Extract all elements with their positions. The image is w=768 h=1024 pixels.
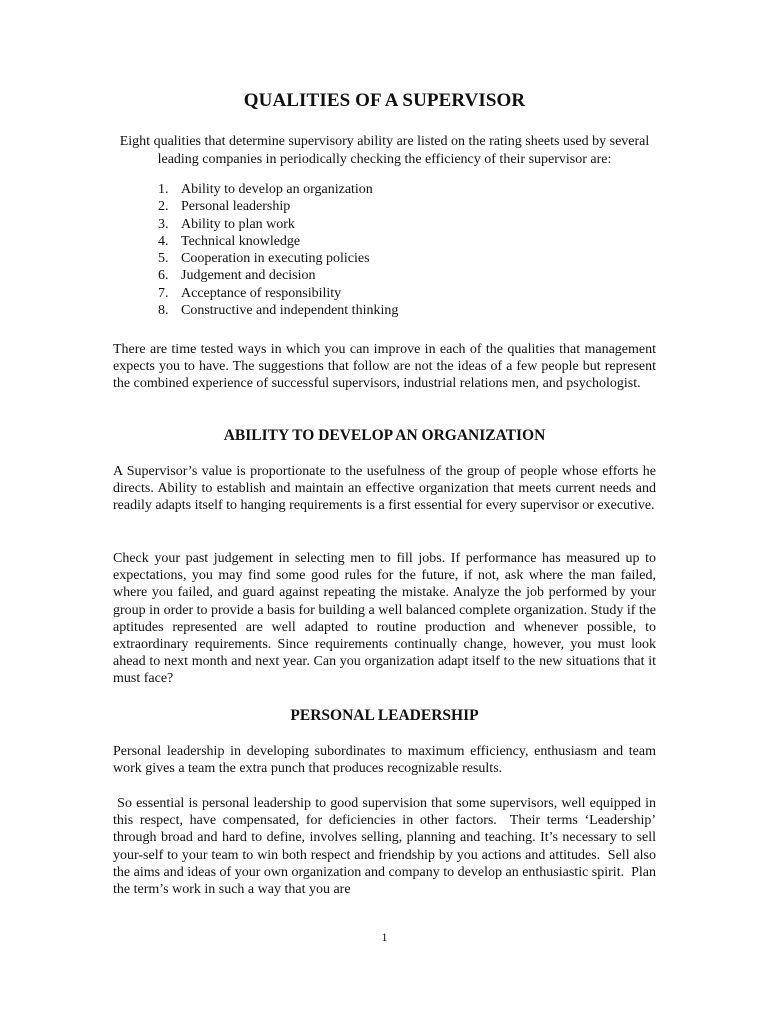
time-tested-paragraph: There are time tested ways in which you can improve in each of the qualities that management expects you to have. The suggestions that follow are not the ideas of a few people but represent the combined experience of successful supervisors, industrial relations men, and psychologist. — [113, 342, 656, 392]
list-item — [158, 181, 398, 198]
list-item-text: Personal leadership — [181, 199, 291, 215]
document-page — [113, 0, 660, 1024]
list-item-number: 2. — [158, 199, 169, 215]
list-item-number: 1. — [158, 182, 169, 197]
list-item-text: Acceptance of responsibility — [181, 285, 342, 301]
list-item-number: 7. — [158, 285, 169, 301]
list-item-text: Judgement and decision — [181, 268, 316, 284]
list-item — [158, 267, 398, 284]
list-item-text: Technical knowledge — [181, 233, 301, 249]
list-item-text: Ability to plan work — [181, 216, 295, 232]
list-item — [158, 285, 398, 302]
page-title: QUALITIES OF A SUPERVISOR — [243, 90, 526, 111]
organization-paragraph-2: Check your past judgement in selecting men to fill jobs. If performance has measured up to expectations, you may find some good rules for the future, if not, ask where the man failed, where you failed, and guard against repeating the mistake. Analyze the job performed by your group in order to provide a basis for building a well balanced complete organization. Study if the aptitudes represented are well adapted to routine production and whenever possible, to extraordinary requirements. Since requirements continually change, however, you must look ahead to next month and next year. Can you organization adapt itself to the new situations that it must face? — [113, 551, 656, 687]
organization-paragraph-1: A Supervisor’s value is proportionate to the usefulness of the group of people whose efforts he directs. Ability to establish and maintain an effective organization that meets current needs and readily adapts itself to hanging requirements is a first essential for every supervisor or executive. — [113, 464, 656, 514]
qualities-list — [158, 181, 398, 319]
page-number: 1 — [381, 930, 388, 944]
list-item — [158, 233, 398, 250]
list-item-text: Cooperation in executing policies — [181, 251, 370, 267]
intro-paragraph: Eight qualities that determine supervisory ability are listed on the rating sheets used by several leading companies in periodically checking the efficiency of their supervisor are: — [119, 134, 650, 167]
leadership-paragraph-2: So essential is personal leadership to good supervision that some supervisors, well equipped in this respect, have compensated, for deficiencies in other factors. Their terms ‘Leadership’ through broad and hard to define, involves selling, planning and teaching. It’s necessary to sell your-self to your team to win both respect and friendship by you actions and attitudes. Sell also the aims and ideas of your own organization and company to develop an enthusiastic spirit. Plan the term’s work in such a way that you are — [113, 796, 660, 898]
list-item-number: 3. — [158, 216, 169, 232]
list-item-number: 4. — [158, 233, 169, 249]
list-item-number: 8. — [158, 303, 169, 319]
list-item — [158, 216, 398, 233]
list-item — [158, 198, 398, 215]
list-item — [158, 302, 398, 319]
list-item-text: Constructive and independent thinking — [181, 303, 399, 319]
list-item — [158, 250, 398, 267]
list-item-text: Ability to develop an organization — [181, 182, 373, 197]
list-item-number: 5. — [158, 251, 169, 267]
section-heading-leadership: PERSONAL LEADERSHIP — [290, 707, 479, 724]
leadership-paragraph-1: Personal leadership in developing subordinates to maximum efficiency, enthusiasm and team work gives a team the extra punch that produces recognizable results. — [113, 744, 656, 777]
list-item-number: 6. — [158, 268, 169, 284]
section-heading-organization: ABILITY TO DEVELOP AN ORGANIZATION — [223, 427, 546, 444]
